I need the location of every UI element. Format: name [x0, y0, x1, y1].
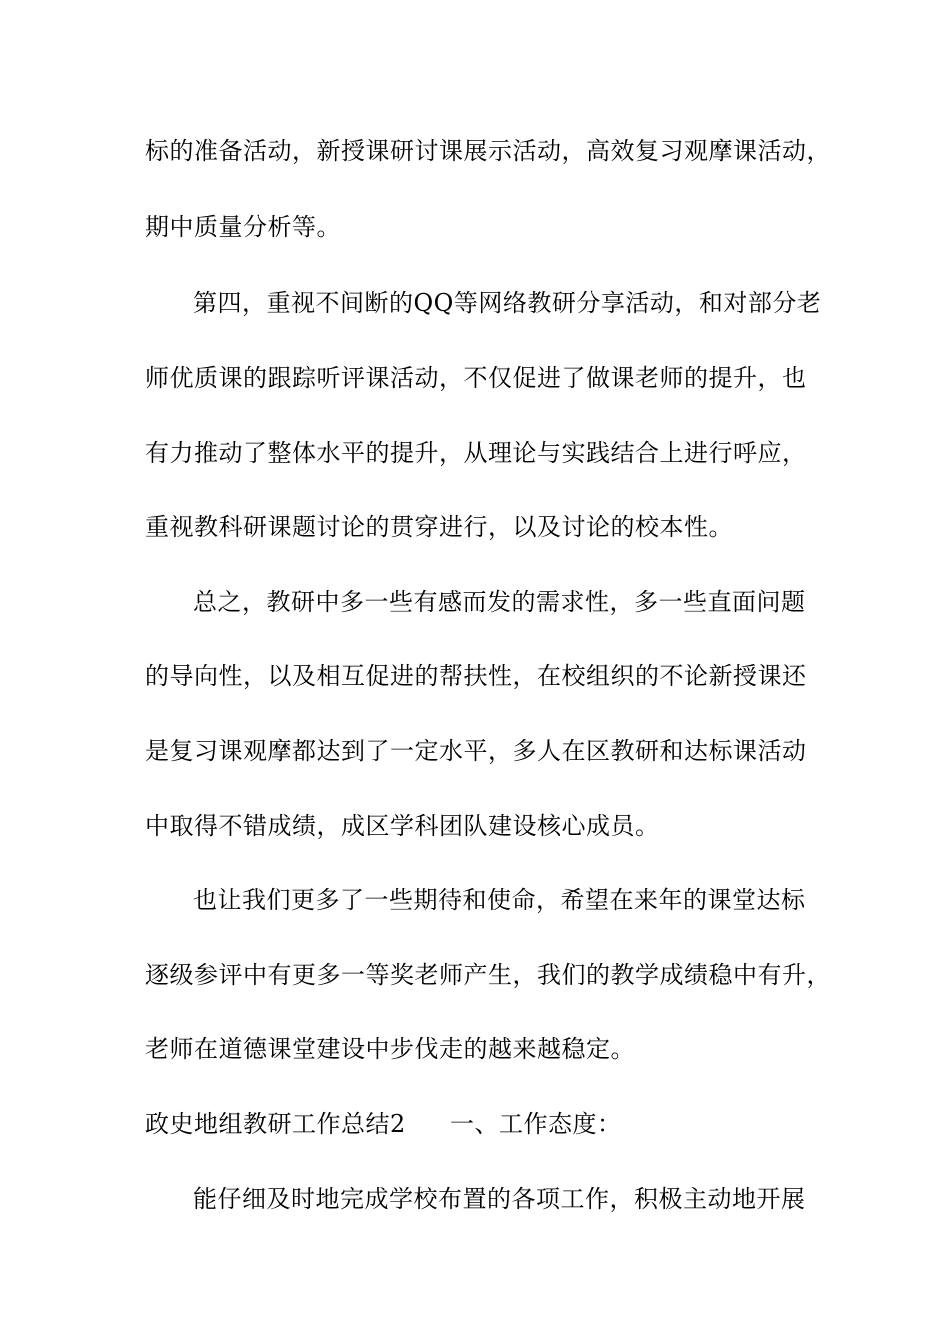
- text-line: 老师在道德课堂建设中步伐走的越来越稳定。: [145, 1035, 635, 1063]
- text-line: 逐级参评中有更多一等奖老师产生，我们的教学成绩稳中有升，: [145, 961, 831, 989]
- text-line: 师优质课的跟踪听评课活动，不仅促进了做课老师的提升，也: [145, 364, 807, 392]
- text-line: 重视教科研课题讨论的贯穿进行，以及讨论的校本性。: [145, 513, 733, 541]
- text-line: 标的准备活动，新授课研讨课展示活动，高效复习观摩课活动，: [145, 137, 831, 165]
- section-subheading: 一、工作态度：: [450, 1110, 622, 1138]
- text-line: 能仔细及时地完成学校布置的各项工作，积极主动地开展: [193, 1185, 806, 1213]
- text-line: 的导向性，以及相互促进的帮扶性，在校组织的不论新授课还: [145, 662, 807, 690]
- text-line: 总之，教研中多一些有感而发的需求性，多一些直面问题: [193, 588, 806, 616]
- section-title-text: 政史地组教研工作总结2: [145, 1110, 406, 1138]
- text-line: 是复习课观摩都达到了一定水平，多人在区教研和达标课活动: [145, 737, 807, 765]
- text-line: 也让我们更多了一些期待和使命，希望在来年的课堂达标: [193, 886, 806, 914]
- text-line: 中取得不错成绩，成区学科团队建设核心成员。: [145, 812, 660, 840]
- text-line: 期中质量分析等。: [145, 213, 341, 241]
- text-line: 第四，重视不间断的QQ等网络教研分享活动，和对部分老: [193, 289, 822, 317]
- text-line: 有力推动了整体水平的提升，从理论与实践结合上进行呼应，: [145, 439, 807, 467]
